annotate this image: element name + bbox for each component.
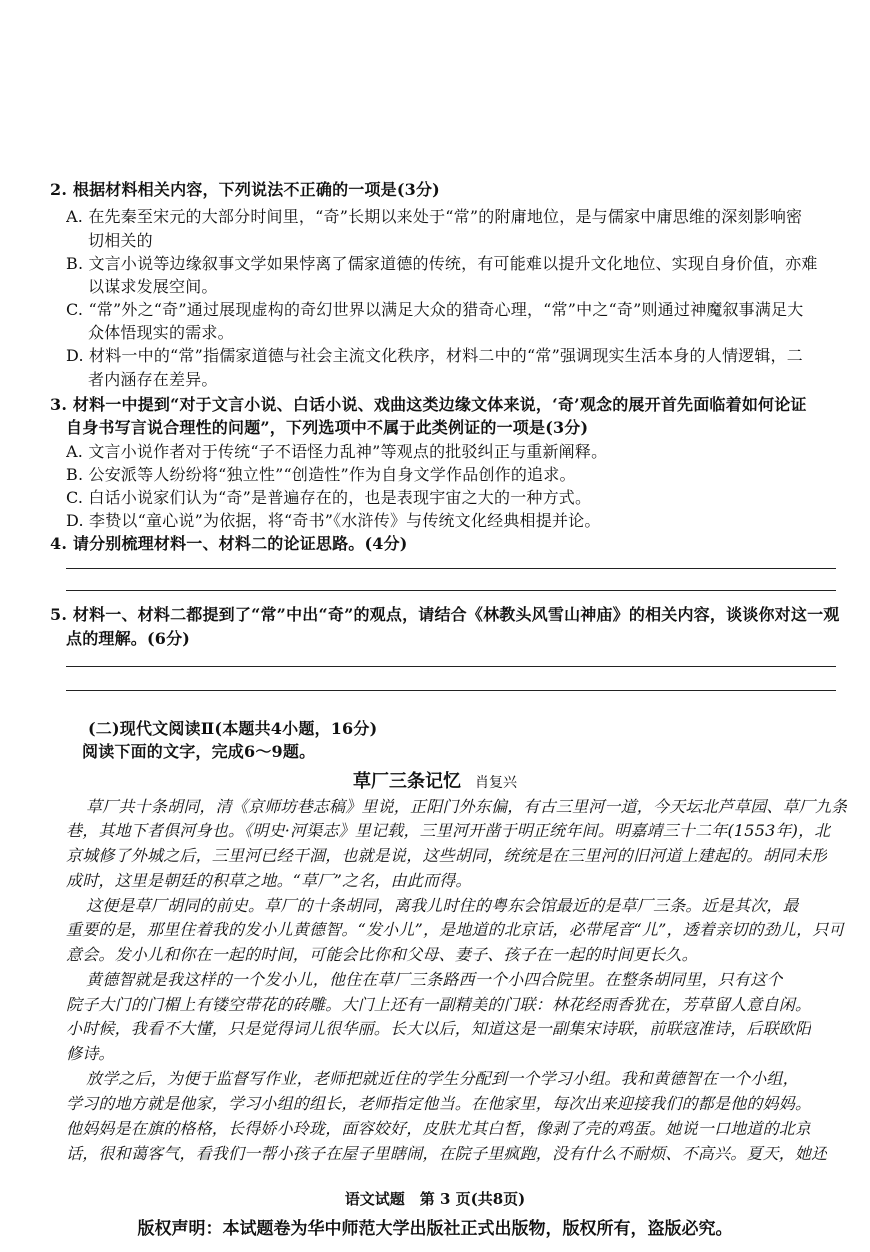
article-title-row xyxy=(0,770,870,795)
article-line: 草厂共十条胡同，清《京师坊巷志稿》里说，正阳门外东偏，有古三里河一道，今天坛北芦草园、草厂九条 xyxy=(86,797,848,816)
question-3-option-b: B. 公安派等人纷纷将“独立性”“创造性”作为自身文学作品创作的追求。 xyxy=(66,465,576,484)
question-3-option-d: D. 李贽以“童心说”为依据，将“奇书”《水浒传》与传统文化经典相提并论。 xyxy=(66,511,601,530)
article-line: 话，很和蔼客气，看我们一帮小孩子在屋子里瞎闹，在院子里疯跑，没有什么不耐烦、不高兴。夏天，她还 xyxy=(66,1144,828,1163)
article-line: 意会。发小儿和你在一起的时间，可能会比你和父母、妻子、孩子在一起的时间更长久。 xyxy=(66,945,698,964)
question-2-option-c-line-1: C. “常”外之“奇”通过展现虚构的奇幻世界以满足大众的猎奇心理，“常”中之“奇”则通过神魔叙事满足大 xyxy=(66,300,804,319)
article-line: 这便是草厂胡同的前史。草厂的十条胡同，离我儿时住的粤东会馆最近的是草厂三条。近是其次，最 xyxy=(86,896,799,915)
question-5-stem-line-1: 5. 材料一、材料二都提到了“常”中出“奇”的观点，请结合《林教头风雪山神庙》的相关内容，谈谈你对这一观 xyxy=(50,605,840,624)
article-line: 小时候，我看不大懂，只是觉得词儿很华丽。长大以后，知道这是一副集宋诗联，前联寇准诗，后联欧阳 xyxy=(66,1019,812,1038)
question-2-option-d-line-1: D. 材料一中的“常”指儒家道德与社会主流文化秩序，材料二中的“常”强调现实生活本身的人情逻辑，二 xyxy=(66,346,803,365)
article-line: 院子大门的门楣上有镂空带花的砖雕。大门上还有一副精美的门联：林花经雨香犹在，芳草留人意自闲。 xyxy=(66,995,812,1014)
article-line: 重要的是，那里住着我的发小儿黄德智。“发小儿”，是地道的北京话，必带尾音“儿”，透着亲切的劲儿，只可 xyxy=(66,920,845,939)
question-3-option-c: C. 白话小说家们认为“奇”是普遍存在的，也是表现宇宙之大的一种方式。 xyxy=(66,488,592,507)
article-author: 肖复兴 xyxy=(475,775,517,791)
question-4-answer-line-1[interactable] xyxy=(66,568,836,569)
section-instruction: 阅读下面的文字，完成6～9题。 xyxy=(82,742,316,761)
article-line: 巷，其地下者俱河身也。《明史·河渠志》里记载，三里河开凿于明正统年间。明嘉靖三十二年(1553年)，北 xyxy=(66,821,831,840)
article-line: 京城修了外城之后，三里河已经干涸，也就是说，这些胡同，统统是在三里河的旧河道上建起的。胡同未形 xyxy=(66,846,828,865)
copyright-notice: 版权声明：本试题卷为华中师范大学出版社正式出版物，版权所有，盗版必究。 xyxy=(137,1219,733,1239)
article-line: 修诗。 xyxy=(66,1044,115,1063)
question-5-answer-line-2[interactable] xyxy=(66,690,836,691)
question-5-stem-line-2: 点的理解。(6分) xyxy=(66,629,191,648)
article-title: 草厂三条记忆 xyxy=(353,771,461,792)
question-2-option-d-line-2: 者内涵存在差异。 xyxy=(88,370,218,389)
article-line: 放学之后，为便于监督写作业，老师把就近住的学生分配到一个学习小组。我和黄德智在一个小组， xyxy=(86,1069,799,1088)
article-line: 成时，这里是朝廷的积草之地。“草厂”之名，由此而得。 xyxy=(66,871,472,890)
question-2-option-a-line-2: 切相关的 xyxy=(88,231,153,250)
question-2-option-a-line-1: A. 在先秦至宋元的大部分时间里，“奇”长期以来处于“常”的附庸地位，是与儒家中庸思维的深刻影响密 xyxy=(66,207,803,226)
article-line: 学习的地方就是他家，学习小组的组长，老师指定他当。在他家里，每次出来迎接我们的都是他的妈妈。 xyxy=(66,1094,812,1113)
question-4-stem: 4. 请分别梳理材料一、材料二的论证思路。(4分) xyxy=(50,534,408,553)
question-2-stem: 2. 根据材料相关内容，下列说法不正确的一项是(3分) xyxy=(50,180,440,199)
question-4-answer-line-2[interactable] xyxy=(66,590,836,591)
question-3-stem-line-1: 3. 材料一中提到“对于文言小说、白话小说、戏曲这类边缘文体来说，‘奇’观念的展开首先面临着如何论证 xyxy=(50,395,807,414)
article-line: 他妈妈是在旗的格格，长得娇小玲珑，面容姣好，皮肤尤其白皙，像剥了壳的鸡蛋。她说一口地道的北京 xyxy=(66,1119,812,1138)
question-2-option-b-line-1: B. 文言小说等边缘叙事文学如果悖离了儒家道德的传统，有可能难以提升文化地位、实现自身价值，亦难 xyxy=(66,254,818,273)
question-3-option-a: A. 文言小说作者对于传统“子不语怪力乱神”等观点的批驳纠正与重新阐释。 xyxy=(66,442,608,461)
question-2-option-b-line-2: 以谋求发展空间。 xyxy=(88,277,218,296)
question-2-option-c-line-2: 众体悟现实的需求。 xyxy=(88,323,234,342)
section-heading: (二)现代文阅读Ⅱ(本题共4小题，16分) xyxy=(88,719,378,738)
question-3-stem-line-2: 自身书写言说合理性的问题”，下列选项中不属于此类例证的一项是(3分) xyxy=(66,418,589,437)
page-number: 语文试题 第 3 页(共8页) xyxy=(344,1190,526,1208)
question-5-answer-line-1[interactable] xyxy=(66,666,836,667)
article-line: 黄德智就是我这样的一个发小儿，他住在草厂三条路西一个小四合院里。在整条胡同里，只有这个 xyxy=(86,970,783,989)
